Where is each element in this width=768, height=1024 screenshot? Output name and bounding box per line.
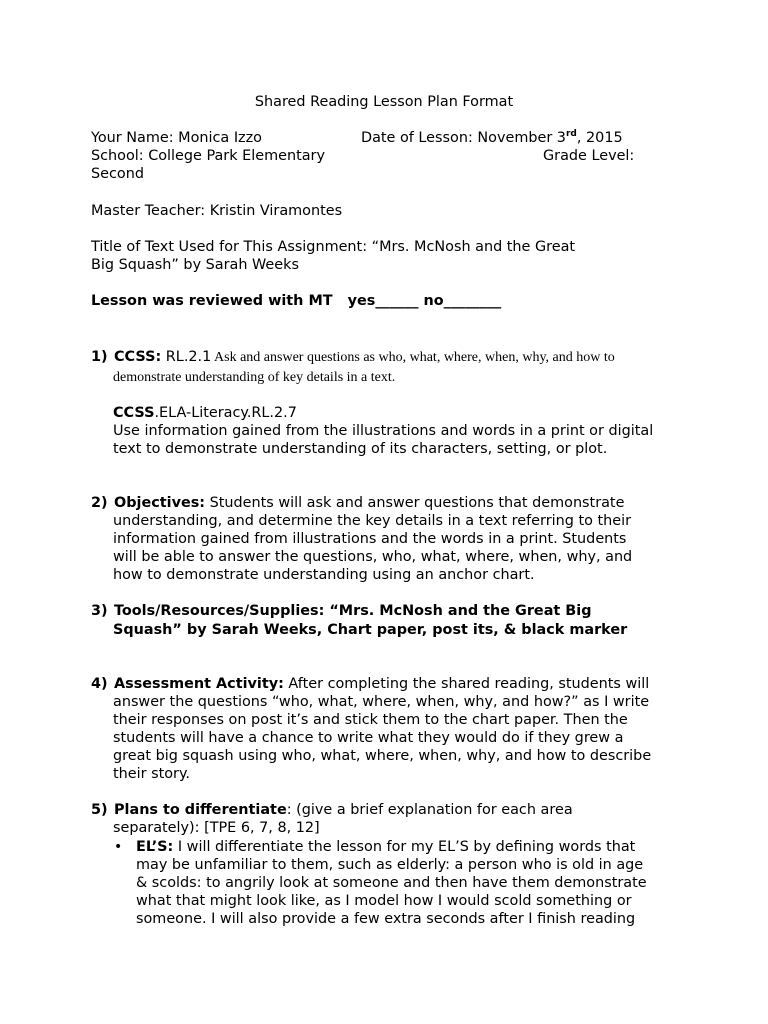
els-line-3: & scolds: to angrily look at someone and then have them demonstrate xyxy=(136,875,647,891)
section-number: 3) xyxy=(91,603,108,619)
els-line-2: may be unfamiliar to them, such as elderly: a person who is old in age xyxy=(136,857,644,873)
els-label: EL’S: xyxy=(136,839,174,855)
text-title-line-2: Big Squash” by Sarah Weeks xyxy=(91,257,299,273)
tools-line-2: Squash” by Sarah Weeks, Chart paper, post its, & black marker xyxy=(113,622,628,638)
teacher-name: Your Name: Monica Izzo xyxy=(91,130,262,146)
ccss-label: CCSS: xyxy=(114,349,162,365)
ccss-heading xyxy=(91,348,615,367)
ccss-text-1: Ask and answer questions as who, what, where, when, why, and how to xyxy=(211,350,615,365)
school-name: School: College Park Elementary xyxy=(91,148,325,164)
ccss-text-1-continued: demonstrate understanding of key details in a text. xyxy=(113,370,396,385)
assessment-line-2: answer the questions “who, what, where, when, why, and how?” as I write xyxy=(113,694,650,710)
objectives-line-4: will be able to answer the questions, who, what, where, when, why, and xyxy=(113,549,633,565)
section-number: 2) xyxy=(91,495,108,511)
grade-level-label: Grade Level: xyxy=(543,148,635,164)
objectives-label: Objectives: xyxy=(114,495,206,511)
page-title: Shared Reading Lesson Plan Format xyxy=(254,94,514,110)
bullet-icon: • xyxy=(114,839,123,855)
objectives-line-3: information gained from illustrations and the words in a print. Students xyxy=(113,531,627,547)
text-title-line-1: Title of Text Used for This Assignment: “Mrs. McNosh and the Great xyxy=(91,239,576,255)
master-teacher: Master Teacher: Kristin Viramontes xyxy=(91,203,343,219)
objectives-line-5: how to demonstrate understanding using an anchor chart. xyxy=(113,567,535,583)
objectives-line-2: understanding, and determine the key details in a text referring to their xyxy=(113,513,631,529)
assessment-line-3: their responses on post it’s and stick them to the chart paper. Then the xyxy=(113,712,628,728)
els-line-4: what that might look like, as I model how I would scold something or xyxy=(136,893,632,909)
section-number: 1) xyxy=(91,349,108,365)
differentiate-heading: 5) Plans to differentiate: (give a brief explanation for each area xyxy=(91,802,573,818)
assessment-heading: 4) Assessment Activity: After completing the shared reading, students will xyxy=(91,676,650,692)
section-number: 5) xyxy=(91,802,108,818)
differentiate-line-2: separately): [TPE 6, 7, 8, 12] xyxy=(113,820,320,836)
review-line: Lesson was reviewed with MT yes______ no________ xyxy=(91,293,502,309)
els-heading: EL’S: I will differentiate the lesson for my EL’S by defining words that xyxy=(136,839,636,855)
tools-heading: 3) Tools/Resources/Supplies: “Mrs. McNosh and the Great Big xyxy=(91,603,592,619)
assessment-line-6: their story. xyxy=(113,766,191,782)
assessment-label: Assessment Activity: xyxy=(114,676,284,692)
section-number: 4) xyxy=(91,676,108,692)
els-line-5: someone. I will also provide a few extra seconds after I finish reading xyxy=(136,911,636,927)
ccss-code-1: RL.2.1 xyxy=(161,349,212,365)
assessment-line-4: students will have a chance to write what they would do if they grew a xyxy=(113,730,624,746)
objectives-heading: 2) Objectives: Students will ask and answer questions that demonstrate xyxy=(91,495,625,511)
differentiate-label: Plans to differentiate xyxy=(114,802,287,818)
assessment-line-5: great big squash using who, what, where, when, why, and how to describe xyxy=(113,748,652,764)
lesson-date: Date of Lesson: November 3rd, 2015 xyxy=(361,129,623,146)
ccss-text-2: Use information gained from the illustrations and words in a print or digital text to demonstrate understanding of its characters, setting, or plot. xyxy=(113,423,654,457)
ccss-code-2: CCSS.ELA-Literacy.RL.2.7 xyxy=(113,405,297,421)
grade-level-value: Second xyxy=(91,166,144,182)
